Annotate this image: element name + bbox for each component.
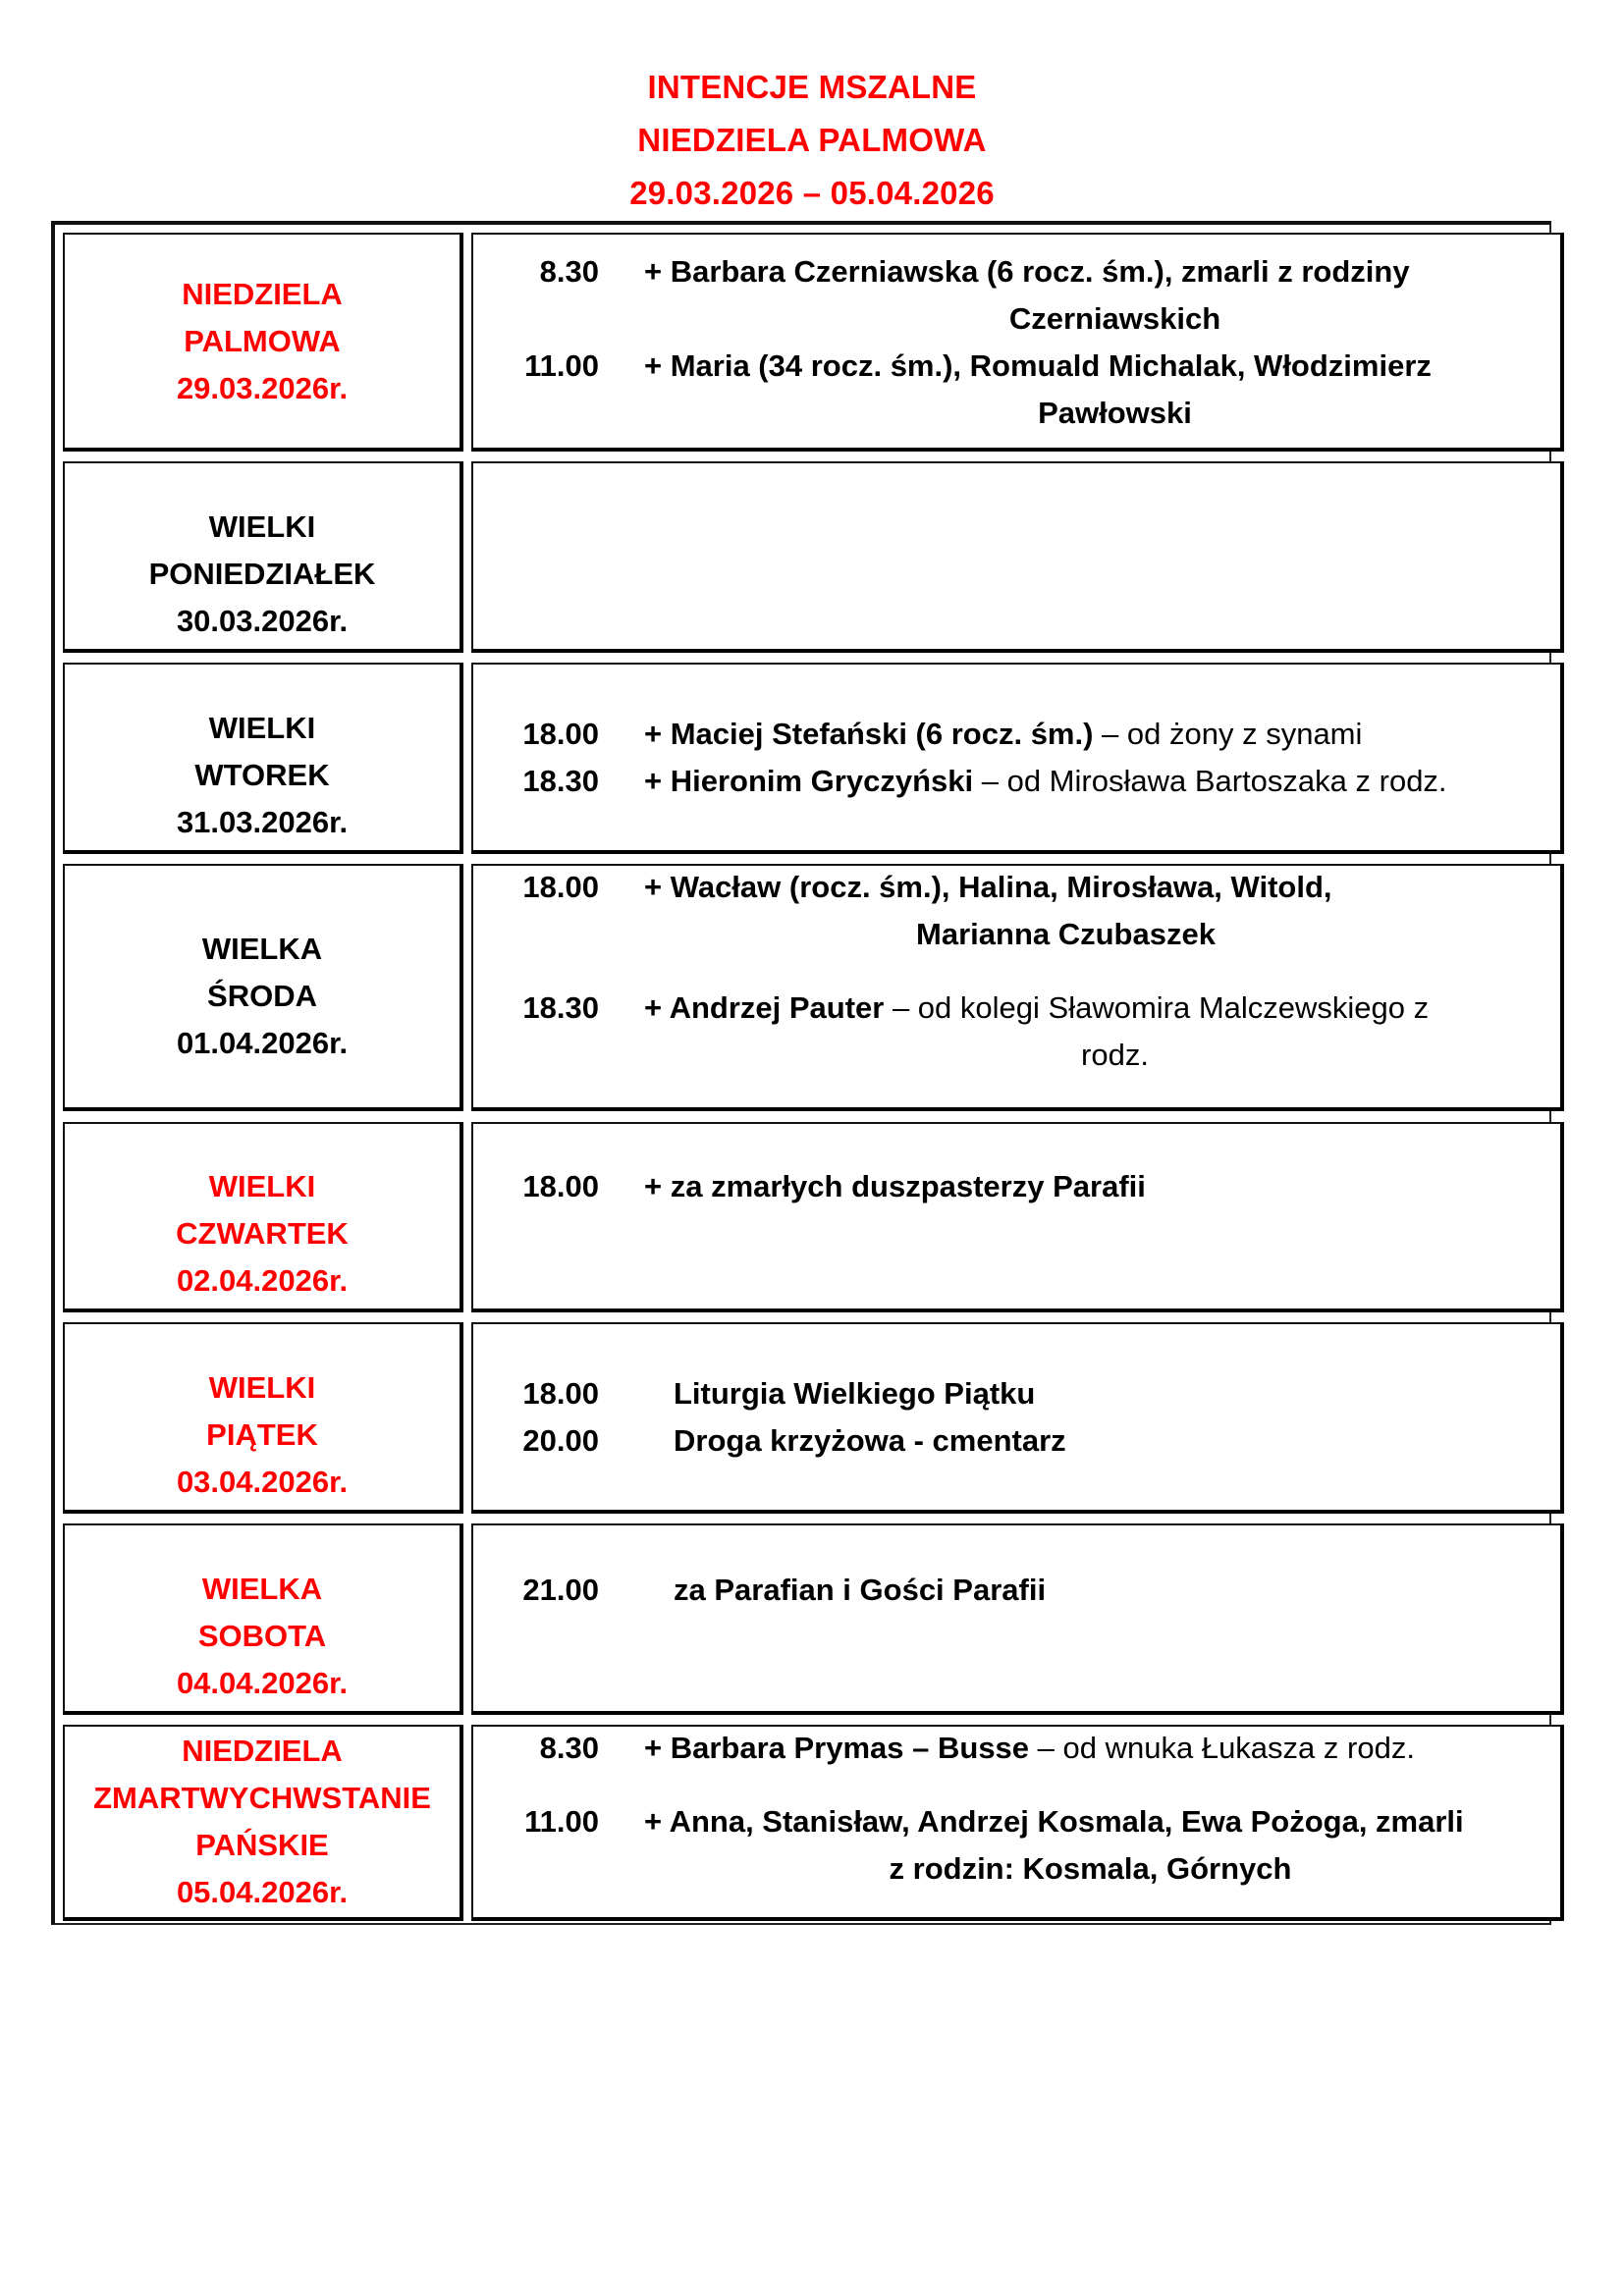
day-name: WTOREK (194, 757, 330, 792)
day-date: 01.04.2026r. (176, 1026, 349, 1060)
day-cell-niedziela-palmowa (63, 233, 463, 452)
day-cell-wielki-poniedzialek (63, 461, 463, 653)
mass-time: 20.00 (522, 1423, 599, 1458)
mass-entry (473, 1417, 1560, 1465)
day-name: WIELKI (208, 1369, 316, 1405)
mass-time: 11.00 (524, 1804, 599, 1839)
mass-intention-continuation: Marianna Czubaszek (916, 917, 1216, 951)
day-name: WIELKA (201, 932, 323, 966)
day-date: 05.04.2026r. (176, 1875, 349, 1909)
mass-intention: Droga krzyżowa - cmentarz (674, 1423, 1066, 1458)
day-date: 29.03.2026r. (176, 370, 349, 405)
day-name: ZMARTWYCHWSTANIE (93, 1781, 431, 1815)
mass-cell-wielki-wtorek (471, 663, 1564, 854)
day-date: 02.04.2026r. (176, 1263, 349, 1298)
mass-intention-continuation: rodz. (1081, 1038, 1149, 1072)
mass-intention: + Barbara Prymas – Busse (644, 1731, 1030, 1765)
mass-time: 18.30 (522, 764, 599, 798)
day-cell-niedziela-zmartwychwstanie (63, 1725, 463, 1921)
mass-entry (473, 758, 1560, 805)
mass-intention: + Anna, Stanisław, Andrzej Kosmala, Ewa Pożoga, zmarli (644, 1804, 1464, 1839)
mass-time: 11.00 (524, 348, 599, 383)
day-cell-wielki-piatek (63, 1322, 463, 1514)
mass-intention-donor: – od żony z synami (1093, 717, 1363, 751)
mass-time: 18.00 (522, 1169, 599, 1203)
mass-cell-niedziela-zmartwychwstanie (471, 1725, 1564, 1921)
day-cell-wielki-wtorek (63, 663, 463, 854)
mass-intention: + Barbara Czerniawska (6 rocz. śm.), zmarli z rodziny (644, 254, 1410, 289)
mass-intention: + Maria (34 rocz. śm.), Romuald Michalak, Włodzimierz (644, 348, 1432, 383)
mass-time: 21.00 (522, 1573, 599, 1607)
mass-time: 8.30 (539, 254, 599, 289)
mass-intention-continuation: Pawłowski (1038, 396, 1192, 430)
day-name: ŚRODA (207, 979, 317, 1013)
day-date: 30.03.2026r. (176, 603, 349, 638)
day-cell-wielki-czwartek (63, 1122, 463, 1312)
mass-intention: za Parafian i Gości Parafii (674, 1573, 1047, 1607)
mass-intention-donor: – od kolegi Sławomira Malczewskiego z (884, 990, 1430, 1025)
mass-intention: + Wacław (rocz. śm.), Halina, Mirosława, Witold, (644, 870, 1332, 904)
mass-entry (473, 1725, 1560, 1772)
day-cell-wielka-sobota (63, 1523, 463, 1715)
day-cell-wielka-sroda (63, 864, 463, 1111)
mass-intention-donor: – od wnuka Łukasza z rodz. (1029, 1731, 1415, 1765)
mass-time: 18.00 (522, 870, 599, 904)
mass-time: 18.30 (522, 990, 599, 1025)
day-name: WIELKI (208, 710, 316, 745)
day-name: NIEDZIELA (182, 1734, 343, 1768)
mass-entry (473, 1567, 1560, 1614)
mass-cell-wielka-sroda (471, 864, 1564, 1111)
day-date: 04.04.2026r. (176, 1665, 349, 1700)
day-name: WIELKI (208, 1169, 316, 1203)
day-date: 31.03.2026r. (176, 804, 349, 839)
mass-intention-continuation: z rodzin: Kosmala, Górnych (889, 1851, 1292, 1886)
mass-entry (473, 248, 1560, 343)
day-name: PALMOWA (184, 323, 341, 358)
mass-cell-wielki-poniedzialek (471, 461, 1564, 653)
day-name: PAŃSKIE (195, 1828, 329, 1862)
document-title (0, 61, 1624, 220)
title-line-2: NIEDZIELA PALMOWA (637, 122, 987, 158)
mass-time: 8.30 (539, 1731, 599, 1765)
day-name: CZWARTEK (176, 1216, 349, 1251)
mass-intention: + Maciej Stefański (6 rocz. śm.) (644, 717, 1094, 751)
mass-time: 18.00 (522, 1376, 599, 1411)
mass-cell-niedziela-palmowa (471, 233, 1564, 452)
mass-entry (473, 1798, 1560, 1893)
day-name: WIELKA (201, 1571, 323, 1606)
day-date: 03.04.2026r. (176, 1464, 349, 1499)
day-name: PIĄTEK (206, 1416, 318, 1452)
mass-intention: Liturgia Wielkiego Piątku (674, 1376, 1036, 1411)
mass-time: 18.00 (522, 717, 599, 751)
title-line-1: INTENCJE MSZALNE (647, 69, 977, 105)
mass-entry (473, 864, 1560, 958)
mass-entry (473, 343, 1560, 437)
mass-intention: + za zmarłych duszpasterzy Parafii (644, 1169, 1146, 1203)
day-name: NIEDZIELA (182, 276, 343, 311)
mass-intention-donor: – od Mirosława Bartoszaka z rodz. (973, 764, 1447, 798)
day-name: WIELKI (208, 508, 316, 544)
mass-entry (473, 1163, 1560, 1210)
title-line-3-date-range: 29.03.2026 – 05.04.2026 (629, 175, 995, 211)
mass-cell-wielki-piatek (471, 1322, 1564, 1514)
mass-cell-wielki-czwartek (471, 1122, 1564, 1312)
mass-entry (473, 985, 1560, 1079)
mass-intention: + Hieronim Gryczyński (644, 764, 974, 798)
mass-intention: + Andrzej Pauter (644, 990, 885, 1025)
mass-cell-wielka-sobota (471, 1523, 1564, 1715)
mass-entry (473, 711, 1560, 758)
day-name: SOBOTA (197, 1618, 327, 1653)
mass-entry (473, 1370, 1560, 1417)
mass-intention-continuation: Czerniawskich (1008, 301, 1221, 336)
day-name: PONIEDZIAŁEK (148, 556, 376, 591)
